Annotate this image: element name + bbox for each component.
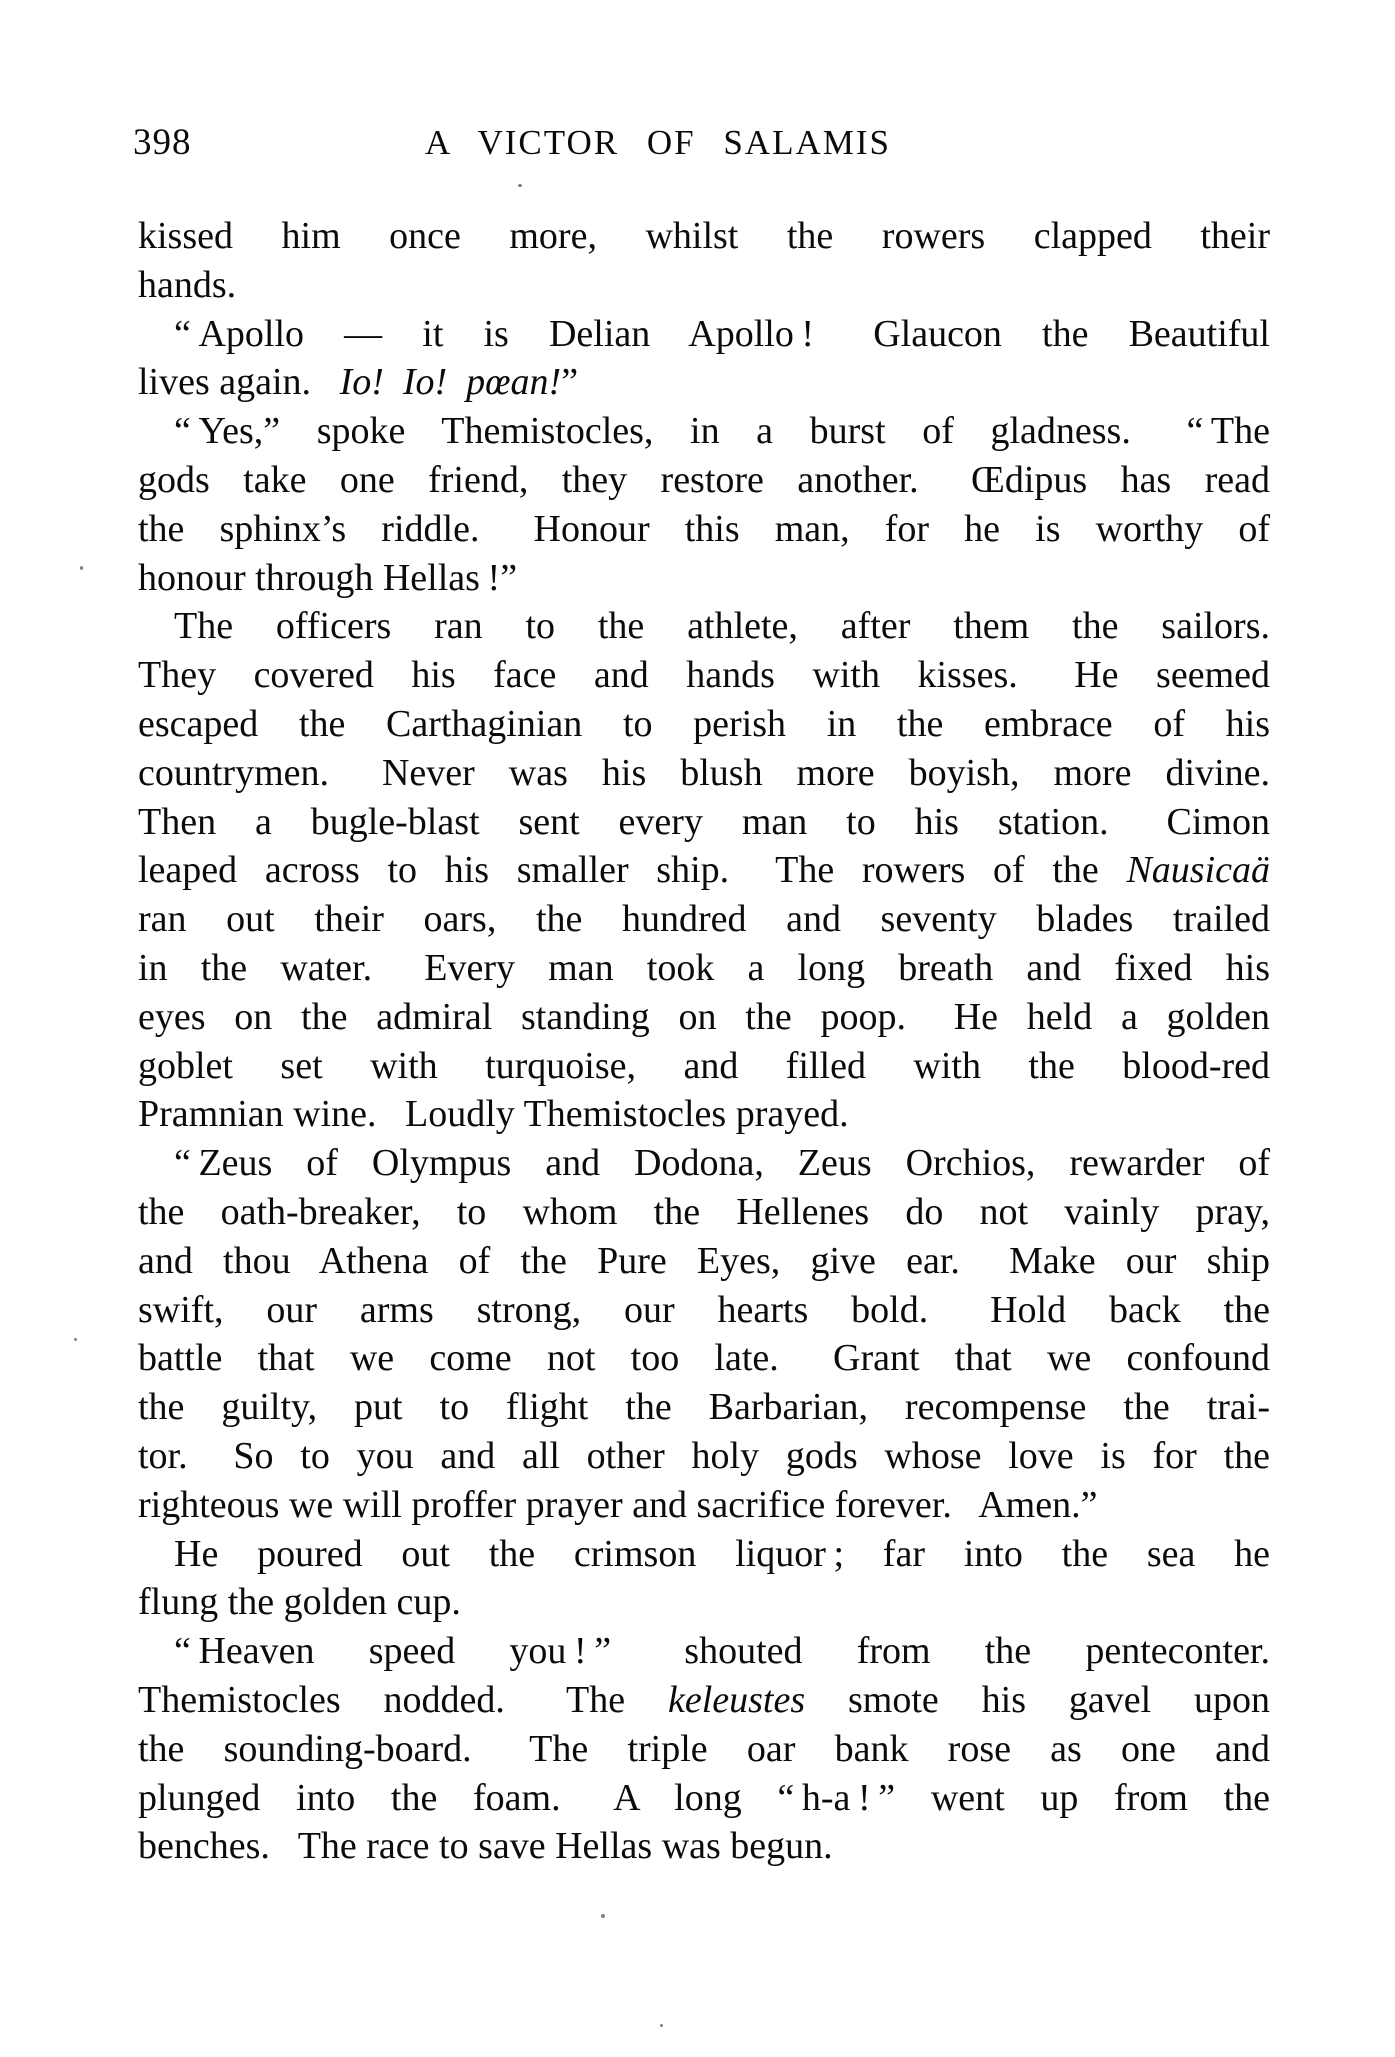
text-line [138,1042,1270,1091]
text-line [138,1578,1270,1627]
text-line [138,1676,1270,1725]
text-line [138,456,1270,505]
text-line [138,1432,1270,1481]
text-segment: “ Zeus of Olympus and Dodona, Zeus Orchios, rewarder of [174,1142,1270,1185]
text-line [138,1530,1270,1579]
text-segment: leaped across to his smaller ship. The rowers of the [138,849,1127,892]
text-segment: the sphinx’s riddle. Honour this man, for he is worthy of [138,507,1270,550]
paragraph [138,212,1270,310]
paragraph [138,310,1270,408]
running-title: A VICTOR OF SALAMIS [425,123,891,162]
text-line [138,846,1270,895]
text-segment: swift, our arms strong, our hearts bold. Hold back the [138,1288,1270,1331]
text-line [138,1139,1270,1188]
text-segment: “ Heaven speed you ! ” shouted from the penteconter. [174,1630,1270,1673]
text-segment: smote his gavel upon [805,1678,1271,1721]
scan-speck [660,2024,663,2027]
text-segment: the oath-breaker, to whom the Hellenes do not vainly pray, [138,1190,1270,1233]
text-line [138,749,1270,798]
text-segment: The officers ran to the athlete, after them the sailors. [174,605,1270,648]
text-segment: battle that we come not too late. Grant that we confound [138,1337,1270,1380]
paragraph [138,602,1270,1139]
text-segment: tor. So to you and all other holy gods whose love is for the [138,1434,1270,1477]
text-segment: He poured out the crimson liquor ; far into the sea he [174,1532,1270,1575]
text-segment: honour through Hellas !” [138,556,518,599]
text-line [138,993,1270,1042]
paragraph [138,1139,1270,1529]
text-line [138,1090,1270,1139]
paragraph [138,1627,1270,1871]
page-number: 398 [133,122,192,163]
italic-text-segment: Io! Io! pœan! [339,361,562,404]
text-line [138,505,1270,554]
text-line [138,358,1270,407]
text-segment: in the water. Every man took a long breath and fixed his [138,946,1270,989]
text-segment: Themistocles nodded. The [138,1678,668,1721]
text-segment: plunged into the foam. A long “ h-a ! ” went up from the [138,1776,1270,1819]
text-segment: kissed him once more, whilst the rowers clapped their [138,215,1270,257]
text-line [138,310,1270,359]
text-line [138,602,1270,651]
text-line [138,1237,1270,1286]
scan-speck [74,1338,77,1341]
text-line [138,700,1270,749]
text-segment: Pramnian wine. Loudly Themistocles prayed. [138,1093,849,1136]
text-segment: flung the golden cup. [138,1581,461,1624]
text-line [138,1627,1270,1676]
text-segment: “ Yes,” spoke Themistocles, in a burst of gladness. “ The [174,410,1270,453]
text-segment: benches. The race to save Hellas was begun. [138,1825,833,1868]
text-segment: gods take one friend, they restore another. Œdipus has read [138,458,1270,501]
paragraph [138,407,1270,602]
text-line [138,212,1270,261]
text-segment: righteous we will proffer prayer and sacrifice forever. Amen.” [138,1483,1098,1526]
text-segment: and thou Athena of the Pure Eyes, give ear. Make our ship [138,1239,1270,1282]
scan-speck [601,1914,605,1918]
text-segment: the guilty, put to flight the Barbarian, recompense the trai- [138,1386,1270,1429]
text-line [138,1774,1270,1823]
text-segment: They covered his face and hands with kisses. He seemed [138,654,1270,697]
text-segment: goblet set with turquoise, and filled with the blood-red [138,1044,1270,1087]
scan-speck [518,184,522,187]
text-line [138,1334,1270,1383]
text-segment: hands. [138,263,237,306]
text-line [138,554,1270,603]
paragraph [138,1530,1270,1628]
text-segment: eyes on the admiral standing on the poop. He held a golden [138,995,1270,1038]
text-line [138,1725,1270,1774]
text-line [138,944,1270,993]
text-segment: ran out their oars, the hundred and seventy blades trailed [138,898,1270,941]
text-line [138,407,1270,456]
text-segment: “ Apollo — it is Delian Apollo ! Glaucon the Beautiful [174,312,1270,355]
text-line [138,1188,1270,1237]
text-segment: Then a bugle-blast sent every man to his station. Cimon [138,800,1270,843]
text-line [138,798,1270,847]
text-line [138,651,1270,700]
text-line [138,1822,1270,1871]
text-line [138,1286,1270,1335]
italic-text-segment: keleustes [667,1678,806,1721]
text-segment: countrymen. Never was his blush more boyish, more divine. [138,751,1270,794]
text-segment: the sounding-board. The triple oar bank rose as one and [138,1727,1270,1770]
text-line [138,1383,1270,1432]
page-body [138,212,1270,1871]
text-line [138,895,1270,944]
text-line [138,1481,1270,1530]
text-segment: ” [561,361,579,404]
text-line [138,261,1270,310]
text-segment: escaped the Carthaginian to perish in the embrace of his [138,702,1270,745]
text-segment: lives again. [138,361,340,404]
scan-speck [80,566,83,570]
italic-text-segment: Nausicaä [1126,849,1270,892]
